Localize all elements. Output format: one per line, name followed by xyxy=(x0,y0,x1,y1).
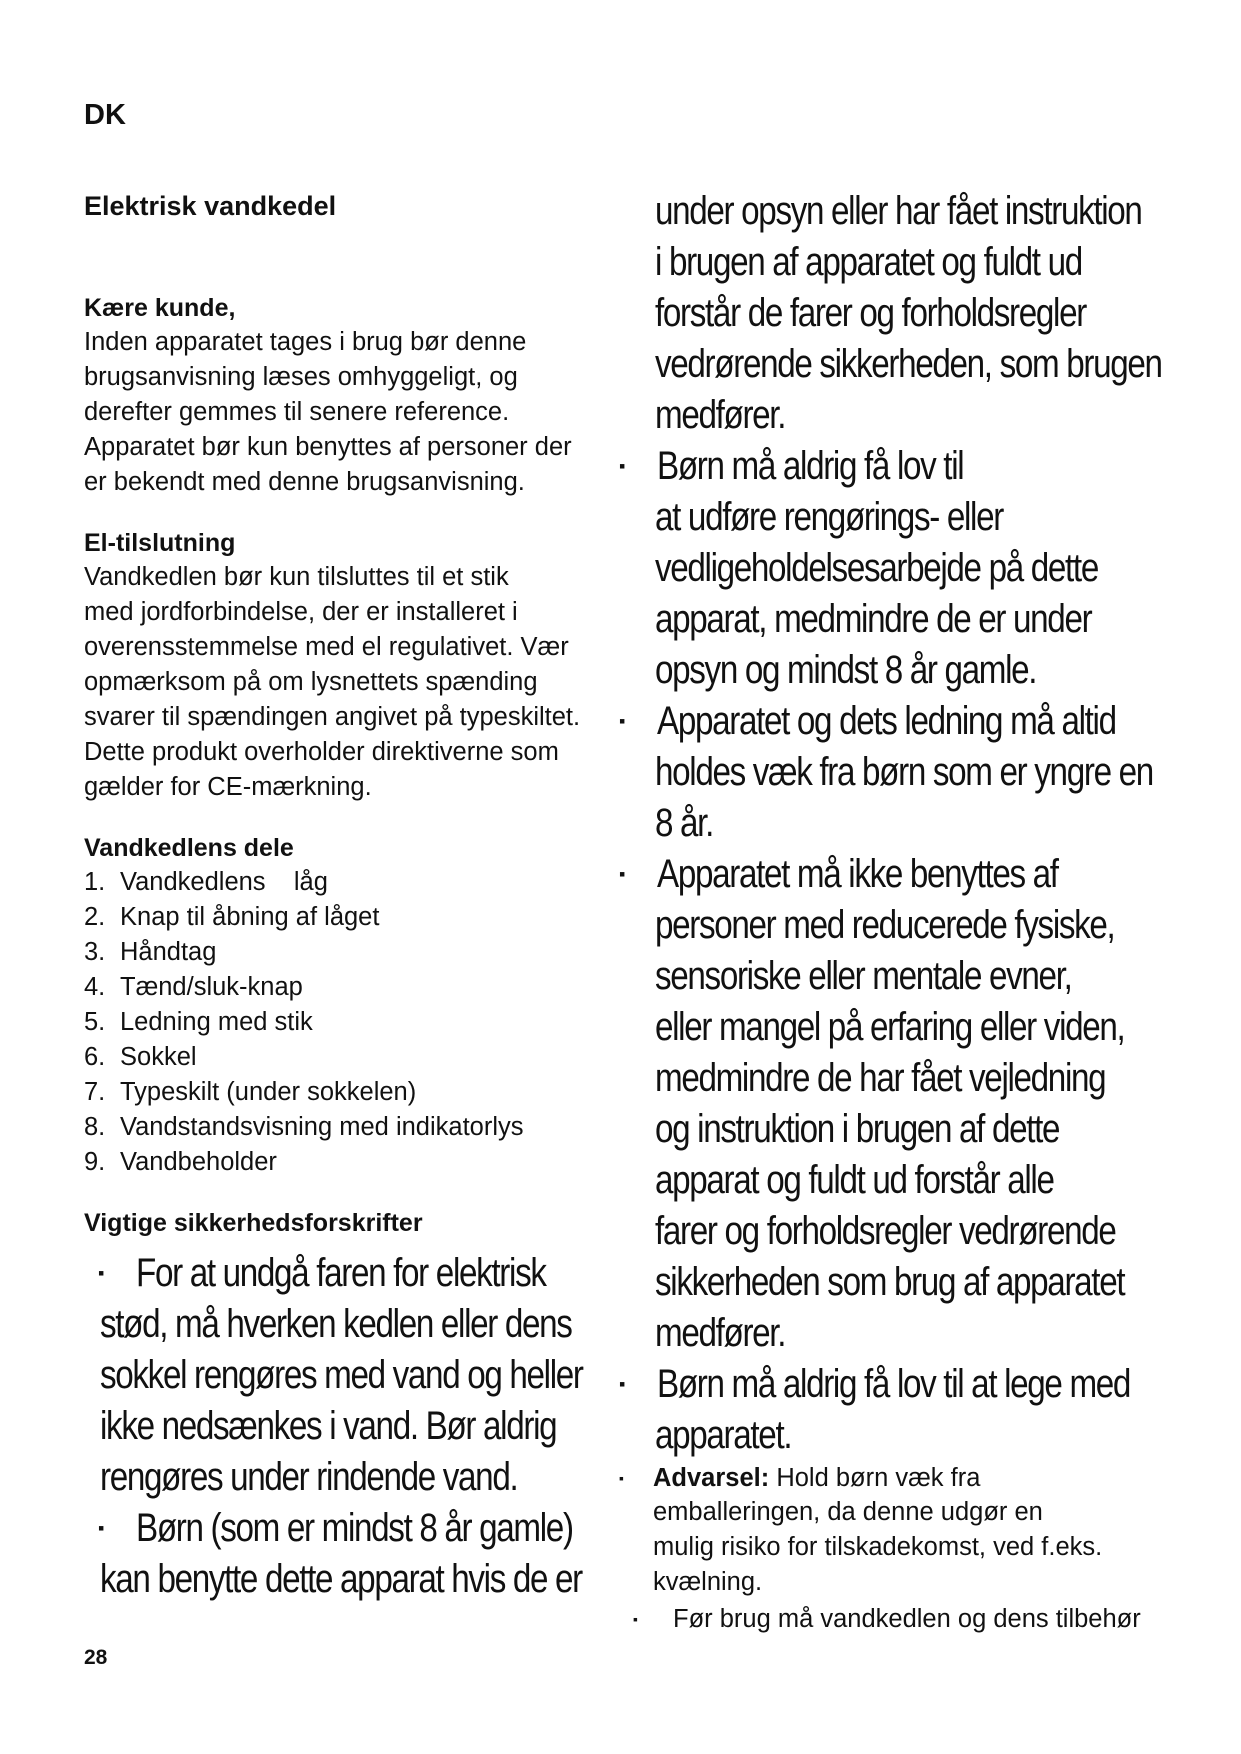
warning-text: Hold børn væk fra xyxy=(769,1464,981,1492)
continuation-line: vedrørende sikkerheden, som brugen xyxy=(655,342,1162,386)
intro-heading: Kære kunde, xyxy=(84,294,236,322)
bullet-line: sensoriske eller mentale evner, xyxy=(655,954,1072,998)
parts-heading: Vandkedlens dele xyxy=(84,834,294,862)
bullet-line: personer med reducerede fysiske, xyxy=(655,903,1115,947)
bullet-line: eller mangel på erfaring eller viden, xyxy=(655,1005,1125,1049)
bullet-line: opsyn og mindst 8 år gamle. xyxy=(655,648,1037,692)
page-number: 28 xyxy=(84,1646,108,1669)
electric-line: Vandkedlen bør kun tilsluttes til et stik xyxy=(84,563,509,591)
bullet-line: at udføre rengørings- eller xyxy=(655,495,1003,539)
warning-line: kvælning. xyxy=(653,1568,763,1596)
bullet-icon: ▪ xyxy=(619,711,624,731)
electric-heading: El-tilslutning xyxy=(84,529,236,557)
list-item: 8. Vandstandsvisning med indikatorlys xyxy=(84,1113,524,1141)
warning-label: Advarsel: xyxy=(653,1464,770,1492)
safety-heading: Vigtige sikkerhedsforskrifter xyxy=(84,1209,423,1237)
bullet-line: 8 år. xyxy=(655,801,713,845)
bullet-item: ▪ Apparatet og dets ledning må altid xyxy=(619,696,1195,747)
electric-line: med jordforbindelse, der er installeret i xyxy=(84,598,518,626)
bullet-line: og instruktion i brugen af dette xyxy=(655,1107,1060,1151)
warning-line: emballeringen, da denne udgør en xyxy=(653,1498,1043,1526)
intro-line: brugsanvisning læses omhyggeligt, og xyxy=(84,363,518,391)
safety-section xyxy=(84,1206,604,1605)
page-title: Elektrisk vandkedel xyxy=(84,191,337,221)
last-bullet-text: Før brug må vandkedlen og dens tilbehør xyxy=(673,1605,1141,1633)
continuation-line: forstår de farer og forholdsregler xyxy=(655,291,1086,335)
bullet-icon: ▪ xyxy=(98,1263,103,1283)
bullet-item xyxy=(619,1461,1195,1495)
bullet-line: rengøres under rindende vand. xyxy=(100,1455,518,1499)
list-item: 4. Tænd/sluk-knap xyxy=(84,973,303,1001)
bullet-line: medmindre de har fået vejledning xyxy=(655,1056,1106,1100)
intro-section xyxy=(84,291,604,500)
list-item: 6. Sokkel xyxy=(84,1043,197,1071)
electric-line: svarer til spændingen angivet på typeskiltet. xyxy=(84,703,581,731)
continuation-line: i brugen af apparatet og fuldt ud xyxy=(655,240,1082,284)
bullet-line: sikkerheden som brug af apparatet xyxy=(655,1260,1125,1304)
bullet-icon: ▪ xyxy=(619,1374,624,1394)
safety-continuation xyxy=(655,186,1195,441)
electric-line: overensstemmelse med el regulativet. Vær xyxy=(84,633,569,661)
bullet-icon: ▪ xyxy=(619,1470,624,1486)
electric-line: opmærksom på om lysnettets spænding xyxy=(84,668,538,696)
bullet-item: ▪ Børn (som er mindst 8 år gamle) xyxy=(98,1503,604,1554)
bullet-line: apparatet. xyxy=(655,1413,792,1457)
intro-line: Apparatet bør kun benyttes af personer der xyxy=(84,433,572,461)
bullet-icon: ▪ xyxy=(633,1611,638,1627)
bullet-icon: ▪ xyxy=(619,864,624,884)
bullet-line: vedligeholdelsesarbejde på dette xyxy=(655,546,1098,590)
parts-section xyxy=(84,831,604,1180)
left-column xyxy=(84,190,604,1605)
electric-line: gælder for CE-mærkning. xyxy=(84,773,372,801)
list-item: 5. Ledning med stik xyxy=(84,1008,313,1036)
warning-block xyxy=(619,1461,1195,1636)
bullet-item: ▪ Børn må aldrig få lov til xyxy=(619,441,1195,492)
safety-bullets-right xyxy=(619,441,1195,1461)
safety-bullets-left xyxy=(84,1248,604,1605)
bullet-item: ▪ Børn må aldrig få lov til at lege med xyxy=(619,1359,1195,1410)
list-item: 7. Typeskilt (under sokkelen) xyxy=(84,1078,417,1106)
right-column xyxy=(619,189,1195,1636)
bullet-line: kan benytte dette apparat hvis de er xyxy=(100,1557,582,1601)
bullet-line: farer og forholdsregler vedrørende xyxy=(655,1209,1116,1253)
warning-line: mulig risiko for tilskadekomst, ved f.eks. xyxy=(653,1533,1103,1561)
intro-line: Inden apparatet tages i brug bør denne xyxy=(84,328,527,356)
electric-section xyxy=(84,526,604,805)
list-item: 1. Vandkedlens låg xyxy=(84,868,328,896)
parts-list xyxy=(84,865,604,1180)
language-code: DK xyxy=(84,99,126,131)
bullet-item: ▪ For at undgå faren for elektrisk xyxy=(98,1248,604,1299)
bullet-line: sokkel rengøres med vand og heller xyxy=(100,1353,583,1397)
bullet-item: ▪ Apparatet må ikke benyttes af xyxy=(619,849,1195,900)
intro-line: derefter gemmes til senere reference. xyxy=(84,398,510,426)
list-item: 3. Håndtag xyxy=(84,938,217,966)
intro-line: er bekendt med denne brugsanvisning. xyxy=(84,468,525,496)
bullet-icon: ▪ xyxy=(619,456,624,476)
continuation-line: medfører. xyxy=(655,393,786,437)
bullet-line: ikke nedsænkes i vand. Bør aldrig xyxy=(100,1404,557,1448)
bullet-line: holdes væk fra børn som er yngre en xyxy=(655,750,1153,794)
bullet-line: stød, må hverken kedlen eller dens xyxy=(100,1302,572,1346)
bullet-item xyxy=(619,1602,1195,1636)
bullet-line: apparat og fuldt ud forstår alle xyxy=(655,1158,1054,1202)
bullet-line: medfører. xyxy=(655,1311,786,1355)
list-item: 2. Knap til åbning af låget xyxy=(84,903,380,931)
list-item: 9. Vandbeholder xyxy=(84,1148,277,1176)
bullet-icon: ▪ xyxy=(98,1518,103,1538)
bullet-line: apparat, medmindre de er under xyxy=(655,597,1092,641)
electric-line: Dette produkt overholder direktiverne som xyxy=(84,738,559,766)
continuation-line: under opsyn eller har fået instruktion xyxy=(655,189,1142,233)
